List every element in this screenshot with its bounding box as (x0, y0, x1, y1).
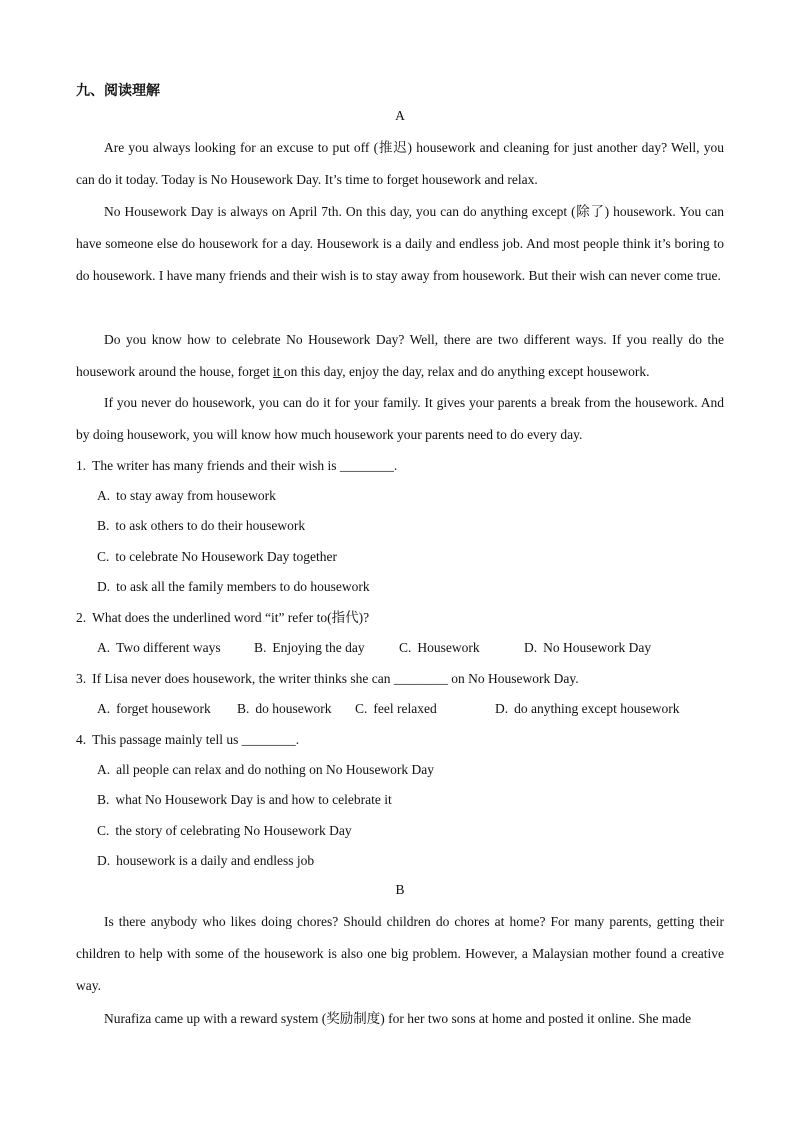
option-letter: B. (237, 701, 250, 716)
option-text: to ask others to do their housework (115, 518, 306, 533)
question-4-option-c[interactable] (97, 821, 352, 841)
option-text: all people can relax and do nothing on No Housework Day (116, 762, 435, 777)
passage-a-paragraph-1: Are you always looking for an excuse to put off (推迟) housework and cleaning for just another day? Well, you can do it today. Today is No Housework Day. It’s time to forget housework and relax. (76, 140, 724, 187)
question-4-option-a[interactable] (97, 760, 434, 780)
option-letter: D. (524, 640, 538, 655)
option-text: to stay away from housework (116, 488, 276, 503)
underlined-word-it: it (272, 364, 284, 379)
question-3-option-c[interactable] (355, 699, 437, 719)
option-text: to ask all the family members to do housework (116, 579, 370, 594)
question-number: 2. (76, 610, 87, 625)
option-text: Two different ways (116, 640, 221, 655)
option-text: forget housework (116, 701, 211, 716)
passage-b-paragraph-1: Is there anybody who likes doing chores? Should children do chores at home? For many parents, getting their children to help with some of the housework is also one big problem. However, a Malaysian mother found a creative way. (76, 914, 724, 993)
question-1-option-b[interactable] (97, 516, 305, 536)
passage-b-heading: B (395, 882, 405, 897)
question-number: 1. (76, 458, 87, 473)
option-letter: C. (399, 640, 412, 655)
option-text: to celebrate No Housework Day together (115, 549, 337, 564)
option-letter: D. (97, 579, 111, 594)
question-1-option-a[interactable] (97, 486, 276, 506)
option-letter: D. (97, 853, 111, 868)
option-text: housework is a daily and endless job (116, 853, 315, 868)
question-2-option-d[interactable] (524, 638, 651, 658)
option-text: No Housework Day (543, 640, 652, 655)
question-4-option-d[interactable] (97, 851, 314, 871)
option-letter: B. (97, 792, 110, 807)
paragraph-3-text-before: Do you know how to celebrate No Housework Day? Well, there are two different ways. If you really do the housework around the house, forget (76, 332, 724, 379)
passage-a-heading: A (395, 108, 405, 123)
option-letter: C. (97, 823, 110, 838)
question-1-option-c[interactable] (97, 547, 337, 567)
option-letter: C. (355, 701, 368, 716)
option-text: Enjoying the day (272, 640, 365, 655)
paragraph-3-text-after: on this day, enjoy the day, relax and do anything except housework. (283, 364, 650, 379)
option-letter: B. (97, 518, 110, 533)
option-text: do housework (255, 701, 332, 716)
question-number: 3. (76, 671, 87, 686)
question-text: This passage mainly tell us ________. (92, 732, 300, 747)
question-4-option-b[interactable] (97, 790, 392, 810)
passage-b-paragraph-2: Nurafiza came up with a reward system (奖励制度) for her two sons at home and posted it online. She made (104, 1011, 692, 1026)
option-text: Housework (417, 640, 480, 655)
option-letter: A. (97, 701, 111, 716)
option-letter: A. (97, 488, 111, 503)
option-text: the story of celebrating No Housework Day (115, 823, 352, 838)
option-letter: B. (254, 640, 267, 655)
question-text: If Lisa never does housework, the writer thinks she can ________ on No Housework Day. (92, 671, 579, 686)
passage-a-paragraph-3 (76, 324, 724, 388)
question-3-option-d[interactable] (495, 699, 679, 719)
question-2-option-b[interactable] (254, 638, 365, 658)
passage-a-paragraph-2: No Housework Day is always on April 7th. On this day, you can do anything except (除了) housework. You can have someone else do housework for a day. Housework is a daily and endless job. And most people think it’s boring to do housework. I have many friends and their wish is to stay away from housework. But their wish can never come true. (76, 204, 724, 283)
question-text: What does the underlined word “it” refer to(指代)? (92, 610, 370, 625)
option-text: feel relaxed (373, 701, 437, 716)
section-title: 九、阅读理解 (76, 84, 160, 99)
option-letter: D. (495, 701, 509, 716)
question-1 (76, 456, 724, 476)
option-letter: C. (97, 549, 110, 564)
question-2-option-c[interactable] (399, 638, 480, 658)
question-3-option-b[interactable] (237, 699, 332, 719)
question-text: The writer has many friends and their wish is ________. (92, 458, 398, 473)
question-3 (76, 669, 724, 689)
question-2-option-a[interactable] (97, 638, 221, 658)
question-3-option-a[interactable] (97, 699, 211, 719)
question-4 (76, 730, 724, 750)
option-text: what No Housework Day is and how to celebrate it (115, 792, 392, 807)
question-2 (76, 608, 724, 628)
option-letter: A. (97, 762, 111, 777)
question-number: 4. (76, 732, 87, 747)
option-letter: A. (97, 640, 111, 655)
passage-a-paragraph-4: If you never do housework, you can do it for your family. It gives your parents a break from the housework. And by doing housework, you will know how much housework your parents need to do every day. (76, 395, 724, 442)
option-text: do anything except housework (514, 701, 680, 716)
question-1-option-d[interactable] (97, 577, 370, 597)
